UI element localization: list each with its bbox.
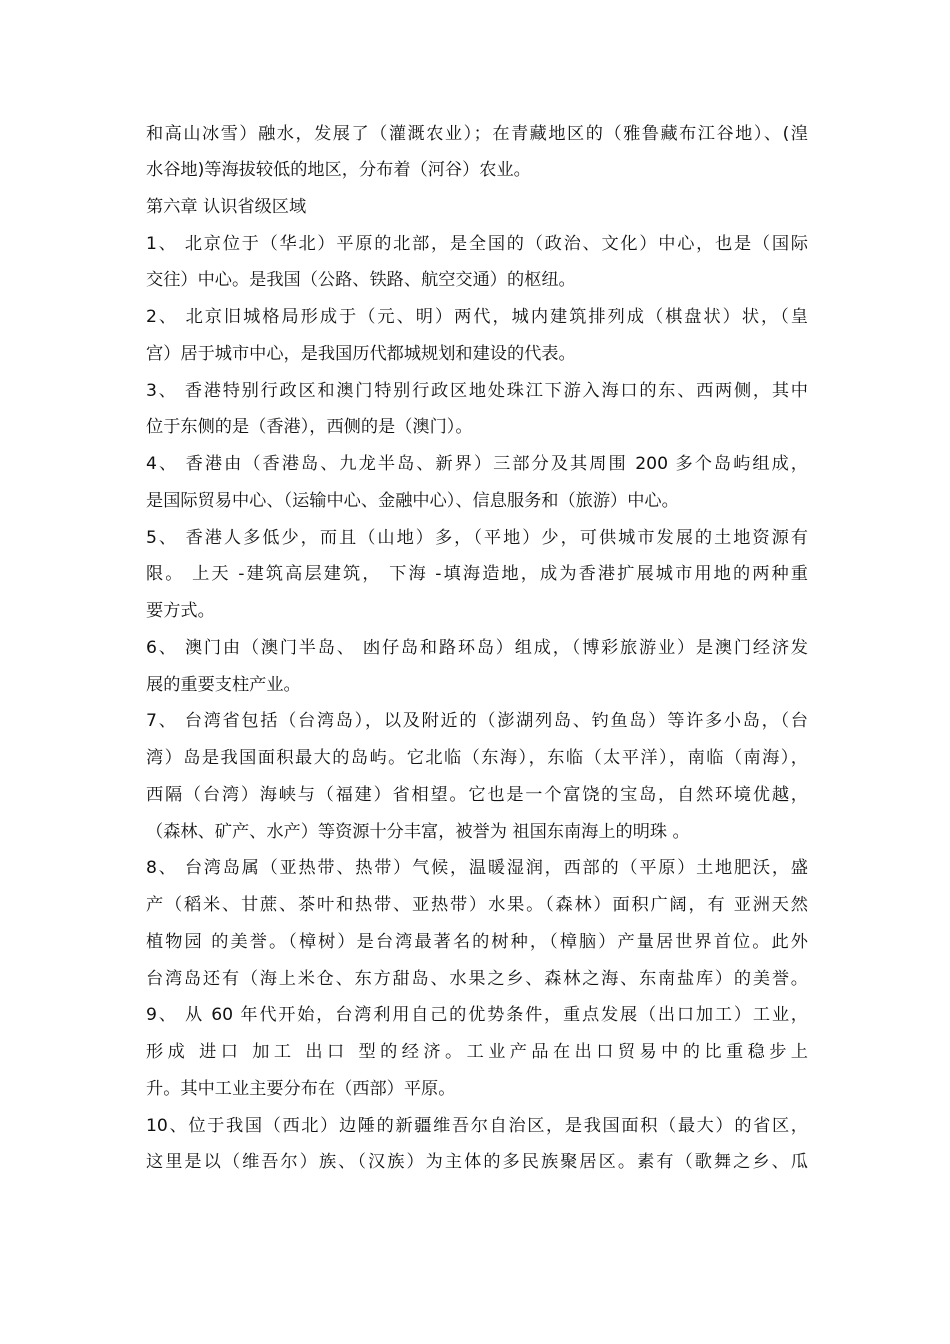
text-line: 产（稻米、甘蔗、茶叶和热带、亚热带）水果。（森林）面积广阔，有 亚洲天然 — [146, 895, 808, 915]
text-line: 是国际贸易中心、（运输中心、金融中心）、信息服务和（旅游）中心。 — [146, 491, 679, 511]
text-line: 5、 香港人多低少，而且（山地）多，（平地）少，可供城市发展的土地资源有 — [146, 528, 808, 548]
text-line: 这里是以（维吾尔）族、（汉族）为主体的多民族聚居区。素有（歌舞之乡、瓜 — [146, 1152, 808, 1172]
text-line: 台湾岛还有（海上米仓、东方甜岛、水果之乡、森林之海、东南盐库）的美誉。 — [146, 969, 808, 989]
text-line: （森林、矿产、水产）等资源十分丰富，被誉为 祖国东南海上的明珠 。 — [146, 822, 690, 842]
text-line: 形成 进口 加工 出口 型的经济。工业产品在出口贸易中的比重稳步上 — [146, 1042, 808, 1062]
text-line: 水谷地)等海拔较低的地区，分布着（河谷）农业。 — [146, 160, 531, 180]
text-line: 1、 北京位于（华北）平原的北部，是全国的（政治、文化）中心，也是（国际 — [146, 234, 808, 254]
text-line: 升。其中工业主要分布在（西部）平原。 — [146, 1079, 456, 1099]
chapter-heading: 第六章 认识省级区域 — [146, 197, 307, 217]
text-line: 要方式。 — [146, 601, 215, 621]
text-line: 4、 香港由（香港岛、九龙半岛、新界）三部分及其周围 200 多个岛屿组成， — [146, 454, 808, 474]
text-line: 湾）岛是我国面积最大的岛屿。它北临（东海），东临（太平洋），南临（南海）， — [146, 748, 808, 768]
text-line: 宫）居于城市中心，是我国历代都城规划和建设的代表。 — [146, 344, 576, 364]
text-line: 和高山冰雪）融水，发展了（灌溉农业）；在青藏地区的（雅鲁藏布江谷地）、(湟 — [146, 124, 808, 144]
text-line: 7、 台湾省包括（台湾岛），以及附近的（澎湖列岛、钓鱼岛）等许多小岛，（台 — [146, 711, 808, 731]
text-line: 位于东侧的是（香港），西侧的是（澳门）。 — [146, 417, 473, 437]
text-line: 6、 澳门由（澳门半岛、 凼仔岛和路环岛）组成，（博彩旅游业）是澳门经济发 — [146, 638, 808, 658]
text-line: 9、 从 60 年代开始，台湾利用自己的优势条件，重点发展（出口加工）工业， — [146, 1005, 808, 1025]
text-line: 限。 上天 -建筑高层建筑， 下海 -填海造地，成为香港扩展城市用地的两种重 — [146, 564, 808, 584]
text-line: 3、 香港特别行政区和澳门特别行政区地处珠江下游入海口的东、西两侧，其中 — [146, 381, 808, 401]
text-line: 10、位于我国（西北）边陲的新疆维吾尔自治区，是我国面积（最大）的省区， — [146, 1116, 808, 1136]
text-line: 8、 台湾岛属（亚热带、热带）气候，温暖湿润，西部的（平原）土地肥沃，盛 — [146, 858, 808, 878]
text-line: 交往）中心。是我国（公路、铁路、航空交通）的枢纽。 — [146, 270, 576, 290]
text-line: 植物园 的美誉。（樟树）是台湾最著名的树种，（樟脑）产量居世界首位。此外 — [146, 932, 808, 952]
text-line: 2、 北京旧城格局形成于（元、明）两代，城内建筑排列成（棋盘状）状，（皇 — [146, 307, 808, 327]
text-line: 西隔（台湾）海峡与（福建）省相望。它也是一个富饶的宝岛，自然环境优越， — [146, 785, 808, 805]
text-line: 展的重要支柱产业。 — [146, 675, 301, 695]
